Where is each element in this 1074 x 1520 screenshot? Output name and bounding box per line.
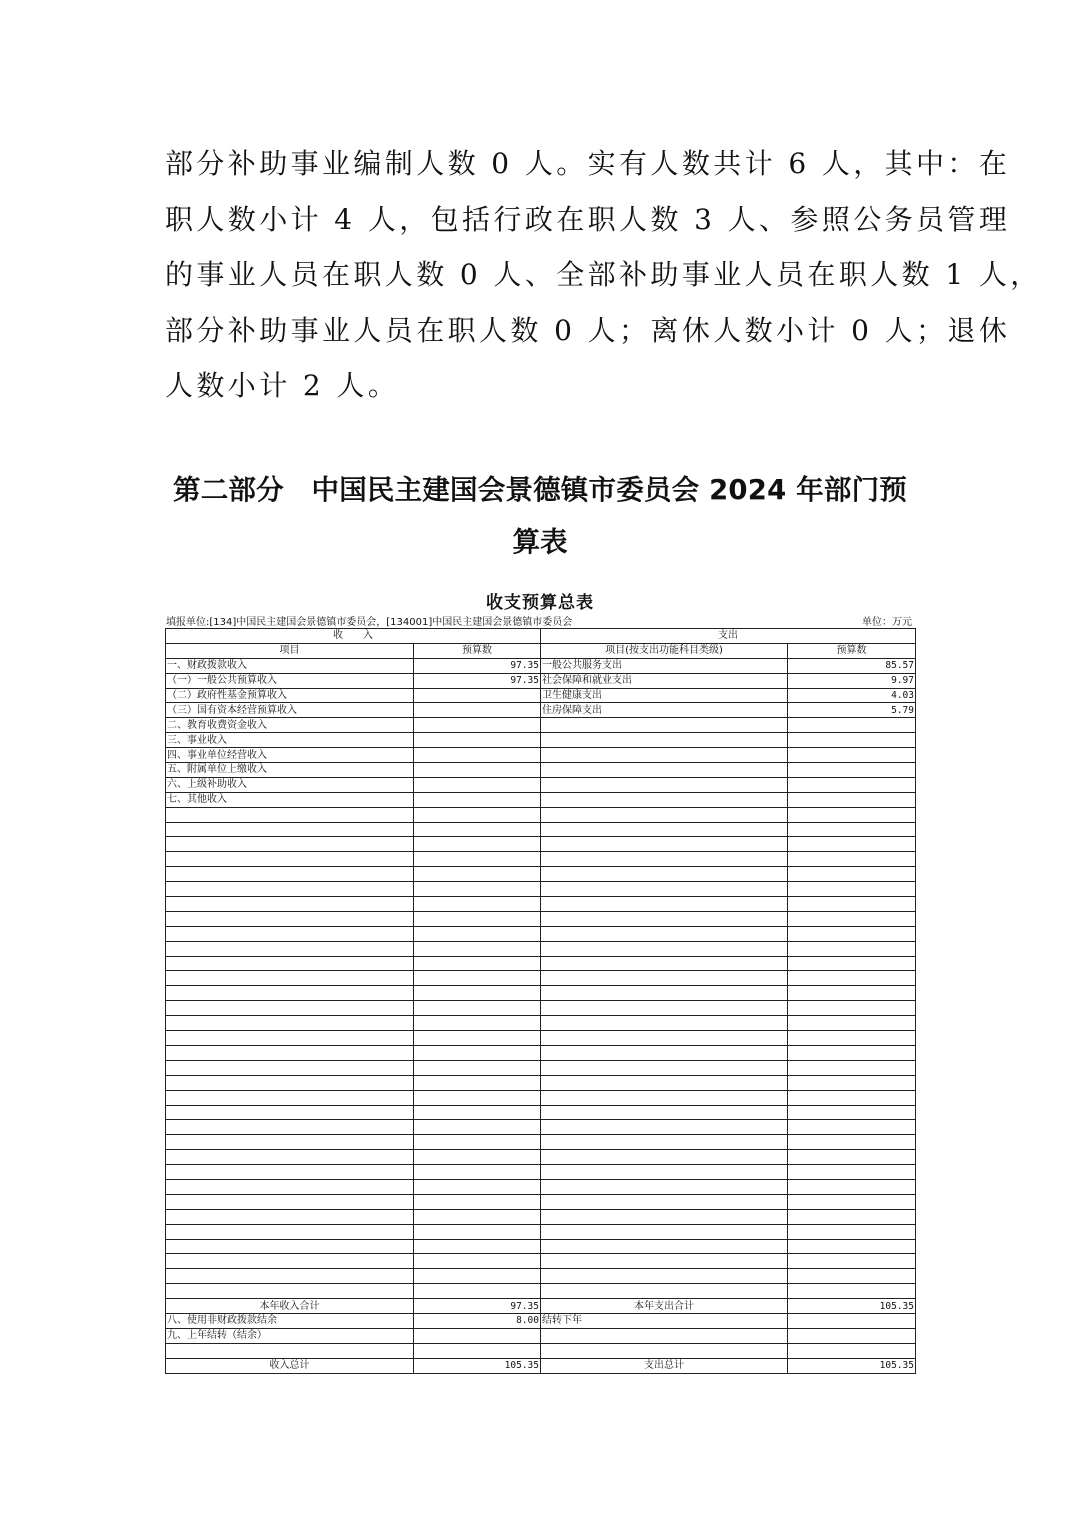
expense-amount-cell: 105.35 xyxy=(788,1358,916,1373)
expense-item-cell xyxy=(541,1016,788,1031)
expense-amount-cell xyxy=(788,1045,916,1060)
table-row xyxy=(166,718,916,733)
expense-amount-cell xyxy=(788,852,916,867)
income-amount-cell xyxy=(414,1194,541,1209)
blank-row xyxy=(166,986,916,1001)
col-expense-amount: 预算数 xyxy=(788,643,916,658)
income-item-cell xyxy=(166,1105,414,1120)
income-amount-cell xyxy=(414,688,541,703)
table-row xyxy=(166,673,916,688)
expense-item-cell xyxy=(541,1001,788,1016)
blank-row xyxy=(166,911,916,926)
expense-amount-cell xyxy=(788,748,916,763)
income-amount-cell xyxy=(414,986,541,1001)
section-heading xyxy=(160,466,920,570)
income-amount-cell xyxy=(414,1001,541,1016)
expense-item-cell xyxy=(541,882,788,897)
blank-row xyxy=(166,867,916,882)
paragraph-line: 部分补助事业编制人数 0 人。实有人数共计 6 人，其中：在 xyxy=(165,147,1011,180)
income-item-cell xyxy=(166,1224,414,1239)
paragraph-line: 职人数小计 4 人，包括行政在职人数 3 人、参照公务员管理 xyxy=(165,202,1011,236)
expense-item-cell xyxy=(541,956,788,971)
income-amount-cell xyxy=(414,733,541,748)
blank-row xyxy=(166,1239,916,1254)
expense-item-cell: 社会保障和就业支出 xyxy=(541,673,788,688)
expense-item-cell xyxy=(541,1135,788,1150)
expense-amount-cell xyxy=(788,986,916,1001)
expense-amount-cell xyxy=(788,1284,916,1299)
expense-item-cell xyxy=(541,1224,788,1239)
total-row xyxy=(166,1343,916,1358)
expense-item-cell xyxy=(541,837,788,852)
income-item-cell: （二）政府性基金预算收入 xyxy=(166,688,414,703)
table-row xyxy=(166,763,916,778)
income-amount-cell xyxy=(414,897,541,912)
blank-row xyxy=(166,1045,916,1060)
expense-item-cell xyxy=(541,1105,788,1120)
table-title: 收支预算总表 xyxy=(486,593,594,613)
expense-amount-cell xyxy=(788,1060,916,1075)
section-heading-line2: 算表 xyxy=(512,526,568,558)
income-item-cell xyxy=(166,1239,414,1254)
expense-item-cell xyxy=(541,1343,788,1358)
expense-item-cell xyxy=(541,1284,788,1299)
expense-item-cell xyxy=(541,1120,788,1135)
expense-item-cell xyxy=(541,1090,788,1105)
income-amount-cell xyxy=(414,1343,541,1358)
income-item-cell xyxy=(166,1269,414,1284)
expense-item-cell xyxy=(541,1075,788,1090)
income-item-cell xyxy=(166,1045,414,1060)
blank-row xyxy=(166,941,916,956)
expense-amount-cell xyxy=(788,1001,916,1016)
income-amount-cell: 97.35 xyxy=(414,673,541,688)
income-amount-cell xyxy=(414,956,541,971)
expense-item-cell xyxy=(541,971,788,986)
expense-item-cell xyxy=(541,926,788,941)
income-item-cell xyxy=(166,1150,414,1165)
income-amount-cell: 97.35 xyxy=(414,1299,541,1314)
income-amount-cell xyxy=(414,867,541,882)
paragraph-line: 人数小计 2 人。 xyxy=(165,369,400,402)
blank-row xyxy=(166,1165,916,1180)
unit-label: 单位：万元 xyxy=(862,617,912,628)
expense-amount-cell xyxy=(788,1209,916,1224)
table-row xyxy=(166,688,916,703)
expense-amount-cell xyxy=(788,1313,916,1328)
income-amount-cell xyxy=(414,1165,541,1180)
income-amount-cell xyxy=(414,926,541,941)
income-item-cell: 收入总计 xyxy=(166,1358,414,1373)
income-amount-cell xyxy=(414,1090,541,1105)
income-item-cell xyxy=(166,1179,414,1194)
expense-amount-cell: 9.97 xyxy=(788,673,916,688)
blank-row xyxy=(166,1001,916,1016)
expense-item-cell xyxy=(541,1269,788,1284)
expense-amount-cell xyxy=(788,807,916,822)
expense-amount-cell xyxy=(788,971,916,986)
total-row xyxy=(166,1313,916,1328)
expense-item-cell xyxy=(541,1060,788,1075)
blank-row xyxy=(166,1194,916,1209)
income-item-cell: 八、使用非财政拨款结余 xyxy=(166,1313,414,1328)
expense-amount-cell xyxy=(788,1090,916,1105)
blank-row xyxy=(166,852,916,867)
expense-item-cell xyxy=(541,807,788,822)
expense-item-cell: 结转下年 xyxy=(541,1313,788,1328)
blank-row xyxy=(166,1031,916,1046)
blank-row xyxy=(166,926,916,941)
expense-item-cell xyxy=(541,1328,788,1343)
income-amount-cell xyxy=(414,1269,541,1284)
expense-item-cell xyxy=(541,1150,788,1165)
income-amount-cell xyxy=(414,1328,541,1343)
expense-group-header: 支出 xyxy=(541,629,916,644)
expense-amount-cell xyxy=(788,926,916,941)
income-amount-cell xyxy=(414,763,541,778)
expense-amount-cell xyxy=(788,1254,916,1269)
income-item-cell: 本年收入合计 xyxy=(166,1299,414,1314)
expense-amount-cell xyxy=(788,822,916,837)
expense-item-cell xyxy=(541,852,788,867)
budget-summary-table xyxy=(165,628,916,1374)
income-item-cell: （一）一般公共预算收入 xyxy=(166,673,414,688)
expense-item-cell: 一般公共服务支出 xyxy=(541,658,788,673)
income-amount-cell xyxy=(414,1239,541,1254)
blank-row xyxy=(166,1269,916,1284)
expense-amount-cell xyxy=(788,1031,916,1046)
blank-row xyxy=(166,822,916,837)
blank-row xyxy=(166,882,916,897)
expense-item-cell xyxy=(541,763,788,778)
expense-amount-cell: 85.57 xyxy=(788,658,916,673)
income-item-cell xyxy=(166,986,414,1001)
income-item-cell xyxy=(166,956,414,971)
total-row xyxy=(166,1328,916,1343)
expense-item-cell xyxy=(541,1165,788,1180)
blank-row xyxy=(166,1090,916,1105)
blank-row xyxy=(166,1016,916,1031)
expense-amount-cell xyxy=(788,733,916,748)
expense-amount-cell xyxy=(788,941,916,956)
expense-item-cell: 本年支出合计 xyxy=(541,1299,788,1314)
expense-item-cell xyxy=(541,867,788,882)
col-income-amount: 预算数 xyxy=(414,643,541,658)
blank-row xyxy=(166,1120,916,1135)
expense-item-cell xyxy=(541,718,788,733)
income-amount-cell xyxy=(414,1254,541,1269)
income-amount-cell xyxy=(414,1179,541,1194)
expense-amount-cell xyxy=(788,1194,916,1209)
blank-row xyxy=(166,1179,916,1194)
income-item-cell: 七、其他收入 xyxy=(166,792,414,807)
blank-row xyxy=(166,1075,916,1090)
expense-item-cell: 支出总计 xyxy=(541,1358,788,1373)
expense-amount-cell xyxy=(788,1269,916,1284)
income-amount-cell xyxy=(414,703,541,718)
expense-item-cell: 住房保障支出 xyxy=(541,703,788,718)
income-amount-cell xyxy=(414,1060,541,1075)
expense-amount-cell xyxy=(788,1179,916,1194)
income-amount-cell xyxy=(414,911,541,926)
expense-amount-cell xyxy=(788,1135,916,1150)
blank-row xyxy=(166,1284,916,1299)
total-row xyxy=(166,1299,916,1314)
income-item-cell xyxy=(166,1209,414,1224)
blank-row xyxy=(166,837,916,852)
blank-row xyxy=(166,956,916,971)
col-expense-item: 项目(按支出功能科目类级) xyxy=(541,643,788,658)
income-amount-cell xyxy=(414,1224,541,1239)
income-amount-cell xyxy=(414,852,541,867)
income-item-cell: 四、事业单位经营收入 xyxy=(166,748,414,763)
blank-row xyxy=(166,971,916,986)
income-amount-cell xyxy=(414,822,541,837)
expense-item-cell xyxy=(541,897,788,912)
expense-amount-cell xyxy=(788,1150,916,1165)
group-header-row xyxy=(166,629,916,644)
expense-amount-cell xyxy=(788,1343,916,1358)
income-item-cell xyxy=(166,1194,414,1209)
expense-amount-cell xyxy=(788,1105,916,1120)
blank-row xyxy=(166,1150,916,1165)
income-item-cell xyxy=(166,822,414,837)
expense-amount-cell xyxy=(788,1224,916,1239)
blank-row xyxy=(166,897,916,912)
income-amount-cell xyxy=(414,1284,541,1299)
expense-amount-cell xyxy=(788,911,916,926)
expense-item-cell xyxy=(541,1031,788,1046)
column-header-row xyxy=(166,643,916,658)
income-item-cell: 六、上级补助收入 xyxy=(166,777,414,792)
income-amount-cell: 97.35 xyxy=(414,658,541,673)
table-row xyxy=(166,733,916,748)
expense-item-cell xyxy=(541,1209,788,1224)
expense-amount-cell xyxy=(788,763,916,778)
income-item-cell xyxy=(166,852,414,867)
paragraph-line: 的事业人员在职人数 0 人、全部补助事业人员在职人数 1 人， xyxy=(165,258,1042,291)
income-item-cell xyxy=(166,837,414,852)
blank-row xyxy=(166,1209,916,1224)
income-item-cell xyxy=(166,1075,414,1090)
expense-amount-cell xyxy=(788,718,916,733)
expense-item-cell xyxy=(541,1045,788,1060)
income-item-cell xyxy=(166,1284,414,1299)
income-amount-cell xyxy=(414,971,541,986)
expense-amount-cell xyxy=(788,1328,916,1343)
income-item-cell xyxy=(166,807,414,822)
income-amount-cell xyxy=(414,882,541,897)
income-amount-cell: 105.35 xyxy=(414,1358,541,1373)
income-item-cell: 二、教育收费资金收入 xyxy=(166,718,414,733)
blank-row xyxy=(166,1135,916,1150)
blank-row xyxy=(166,1060,916,1075)
income-item-cell: 三、事业收入 xyxy=(166,733,414,748)
body-paragraph xyxy=(165,136,1042,414)
income-amount-cell xyxy=(414,1075,541,1090)
income-item-cell xyxy=(166,1120,414,1135)
income-item-cell: 一、财政拨款收入 xyxy=(166,658,414,673)
income-item-cell xyxy=(166,882,414,897)
income-amount-cell xyxy=(414,941,541,956)
blank-row xyxy=(166,807,916,822)
income-item-cell: 九、上年结转（结余） xyxy=(166,1328,414,1343)
income-amount-cell xyxy=(414,777,541,792)
income-item-cell xyxy=(166,911,414,926)
income-item-cell xyxy=(166,1060,414,1075)
expense-item-cell xyxy=(541,986,788,1001)
income-amount-cell xyxy=(414,718,541,733)
income-group-header: 收 入 xyxy=(166,629,541,644)
expense-amount-cell: 5.79 xyxy=(788,703,916,718)
blank-row xyxy=(166,1105,916,1120)
expense-item-cell xyxy=(541,1179,788,1194)
income-item-cell: 五、附属单位上缴收入 xyxy=(166,763,414,778)
expense-amount-cell xyxy=(788,1239,916,1254)
expense-amount-cell xyxy=(788,867,916,882)
income-amount-cell xyxy=(414,1016,541,1031)
expense-item-cell xyxy=(541,777,788,792)
income-item-cell xyxy=(166,1016,414,1031)
income-item-cell xyxy=(166,1254,414,1269)
expense-amount-cell xyxy=(788,837,916,852)
income-item-cell xyxy=(166,1165,414,1180)
income-amount-cell xyxy=(414,1105,541,1120)
expense-item-cell xyxy=(541,1239,788,1254)
income-amount-cell xyxy=(414,837,541,852)
expense-amount-cell xyxy=(788,777,916,792)
expense-amount-cell xyxy=(788,1016,916,1031)
income-item-cell xyxy=(166,1135,414,1150)
income-amount-cell xyxy=(414,1150,541,1165)
income-amount-cell xyxy=(414,807,541,822)
table-row xyxy=(166,703,916,718)
table-row xyxy=(166,777,916,792)
blank-row xyxy=(166,1224,916,1239)
paragraph-line: 部分补助事业人员在职人数 0 人；离休人数小计 0 人；退休 xyxy=(165,313,1011,347)
income-amount-cell xyxy=(414,792,541,807)
expense-item-cell xyxy=(541,1254,788,1269)
expense-amount-cell: 105.35 xyxy=(788,1299,916,1314)
expense-item-cell xyxy=(541,748,788,763)
income-amount-cell xyxy=(414,748,541,763)
total-row xyxy=(166,1358,916,1373)
expense-item-cell xyxy=(541,911,788,926)
income-amount-cell: 8.00 xyxy=(414,1313,541,1328)
expense-item-cell xyxy=(541,792,788,807)
expense-amount-cell xyxy=(788,897,916,912)
table-row xyxy=(166,658,916,673)
expense-item-cell xyxy=(541,1194,788,1209)
income-item-cell xyxy=(166,867,414,882)
expense-item-cell xyxy=(541,941,788,956)
income-item-cell xyxy=(166,1001,414,1016)
expense-amount-cell xyxy=(788,1075,916,1090)
income-amount-cell xyxy=(414,1209,541,1224)
income-amount-cell xyxy=(414,1045,541,1060)
income-item-cell xyxy=(166,941,414,956)
income-item-cell xyxy=(166,897,414,912)
blank-row xyxy=(166,1254,916,1269)
expense-item-cell: 卫生健康支出 xyxy=(541,688,788,703)
section-heading-line1: 第二部分 中国民主建国会景德镇市委员会 2024 年部门预 xyxy=(173,474,907,506)
income-amount-cell xyxy=(414,1135,541,1150)
col-income-item: 项目 xyxy=(166,643,414,658)
income-amount-cell xyxy=(414,1120,541,1135)
expense-amount-cell xyxy=(788,882,916,897)
income-item-cell xyxy=(166,971,414,986)
expense-item-cell xyxy=(541,822,788,837)
expense-amount-cell xyxy=(788,792,916,807)
expense-item-cell xyxy=(541,733,788,748)
income-amount-cell xyxy=(414,1031,541,1046)
income-item-cell: （三）国有资本经营预算收入 xyxy=(166,703,414,718)
income-item-cell xyxy=(166,926,414,941)
expense-amount-cell: 4.03 xyxy=(788,688,916,703)
expense-amount-cell xyxy=(788,956,916,971)
table-meta xyxy=(166,613,914,627)
income-item-cell xyxy=(166,1031,414,1046)
table-row xyxy=(166,748,916,763)
income-item-cell xyxy=(166,1343,414,1358)
table-row xyxy=(166,792,916,807)
expense-amount-cell xyxy=(788,1165,916,1180)
income-item-cell xyxy=(166,1090,414,1105)
filler-unit: 填报单位:[134]中国民主建国会景德镇市委员会，[134001]中国民主建国会景德镇市委员会 xyxy=(166,617,573,628)
expense-amount-cell xyxy=(788,1120,916,1135)
